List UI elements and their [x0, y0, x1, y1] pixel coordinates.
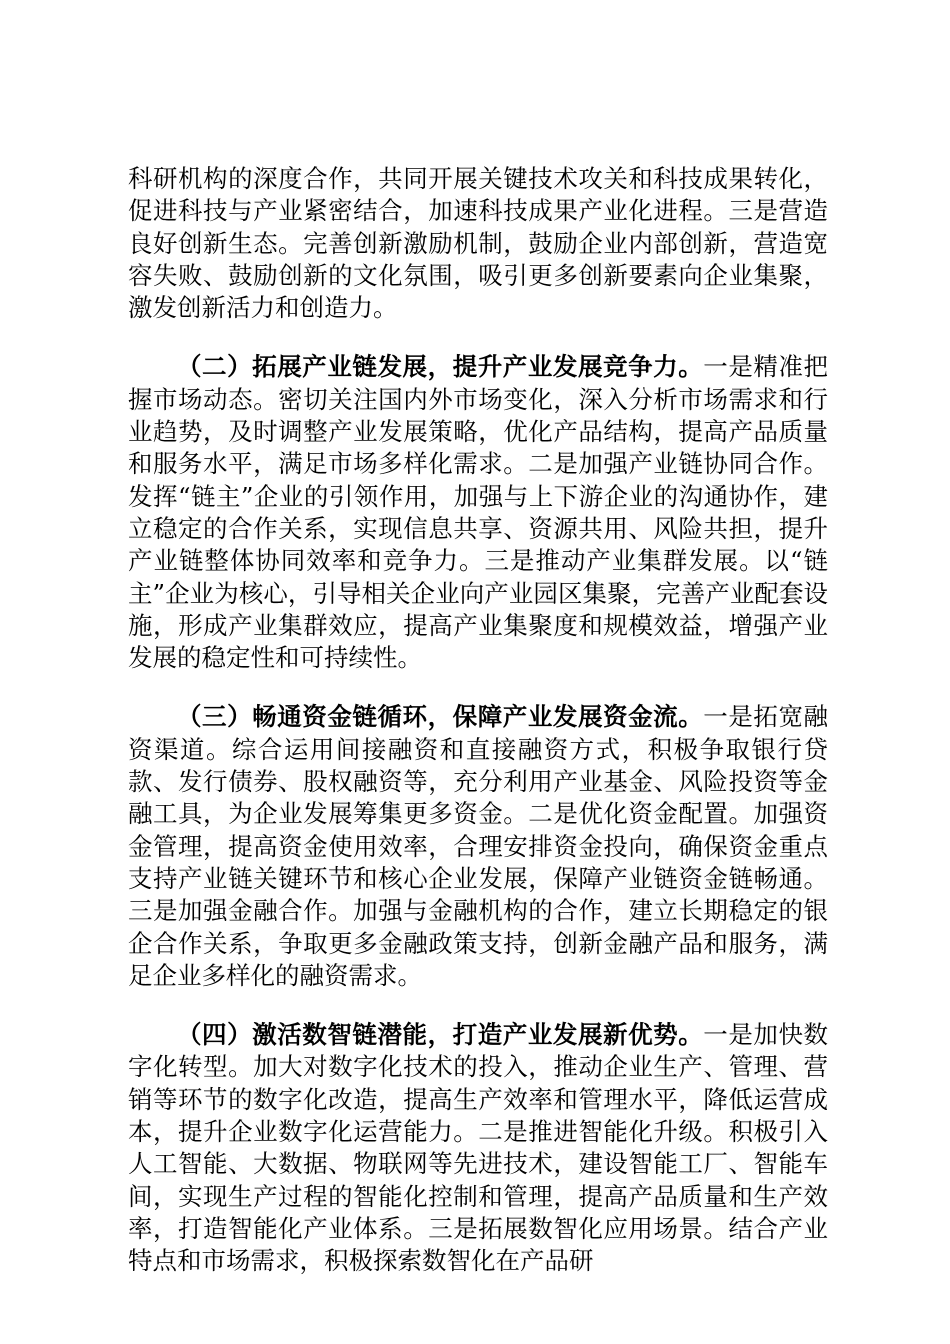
section-heading: （三）畅通资金链循环，保障产业发展资金流。	[177, 702, 704, 732]
paragraph-body: 科研机构的深度合作，共同开展关键技术攻关和科技成果转化，促进科技与产业紧密结合，加速科技成果产业化进程。三是营造良好创新生态。完善创新激励机制，鼓励企业内部创新，营造宽容失败、鼓励创新的文化氛围，吸引更多创新要素向企业集聚，激发创新活力和创造力。	[128, 164, 828, 323]
section-heading: （四）激活数智链潜能，打造产业发展新优势。	[177, 1020, 704, 1050]
paragraph-continuation	[128, 163, 828, 324]
paragraph-section-3	[128, 701, 828, 992]
paragraph-body: 一是拓宽融资渠道。综合运用间接融资和直接融资方式，积极争取银行贷款、发行债券、股权融资等，充分利用产业基金、风险投资等金融工具，为企业发展筹集更多资金。二是优化资金配置。加强资金管理，提高资金使用效率，合理安排资金投向，确保资金重点支持产业链关键环节和核心企业发展，保障产业链资金链畅通。三是加强金融合作。加强与金融机构的合作，建立长期稳定的银企合作关系，争取更多金融政策支持，创新金融产品和服务，满足企业多样化的融资需求。	[128, 702, 829, 990]
document-page	[128, 163, 828, 1305]
section-heading: （二）拓展产业链发展，提升产业发展竞争力。	[177, 352, 704, 382]
paragraph-body: 一是加快数字化转型。加大对数字化技术的投入，推动企业生产、管理、营销等环节的数字化改造，提高生产效率和管理水平，降低运营成本，提升企业数字化运营能力。二是推进智能化升级。积极引入人工智能、大数据、物联网等先进技术，建设智能工厂、智能车间，实现生产过程的智能化控制和管理，提高产品质量和生产效率，打造智能化产业体系。三是拓展数智化应用场景。结合产业特点和市场需求，积极探索数智化在产品研	[128, 1020, 829, 1276]
paragraph-body: 一是精准把握市场动态。密切关注国内外市场变化，深入分析市场需求和行业趋势，及时调整产业发展策略，优化产品结构，提高产品质量和服务水平，满足市场多样化需求。二是加强产业链协同合作。发挥“链主”企业的引领作用，加强与上下游企业的沟通协作，建立稳定的合作关系，实现信息共享、资源共用、风险共担，提升产业链整体协同效率和竞争力。三是推动产业集群发展。以“链主”企业为核心，引导相关企业向产业园区集聚，完善产业配套设施，形成产业集群效应，提高产业集聚度和规模效益，增强产业发展的稳定性和可持续性。	[128, 352, 829, 673]
paragraph-section-4	[128, 1019, 828, 1277]
paragraph-section-2	[128, 351, 828, 674]
